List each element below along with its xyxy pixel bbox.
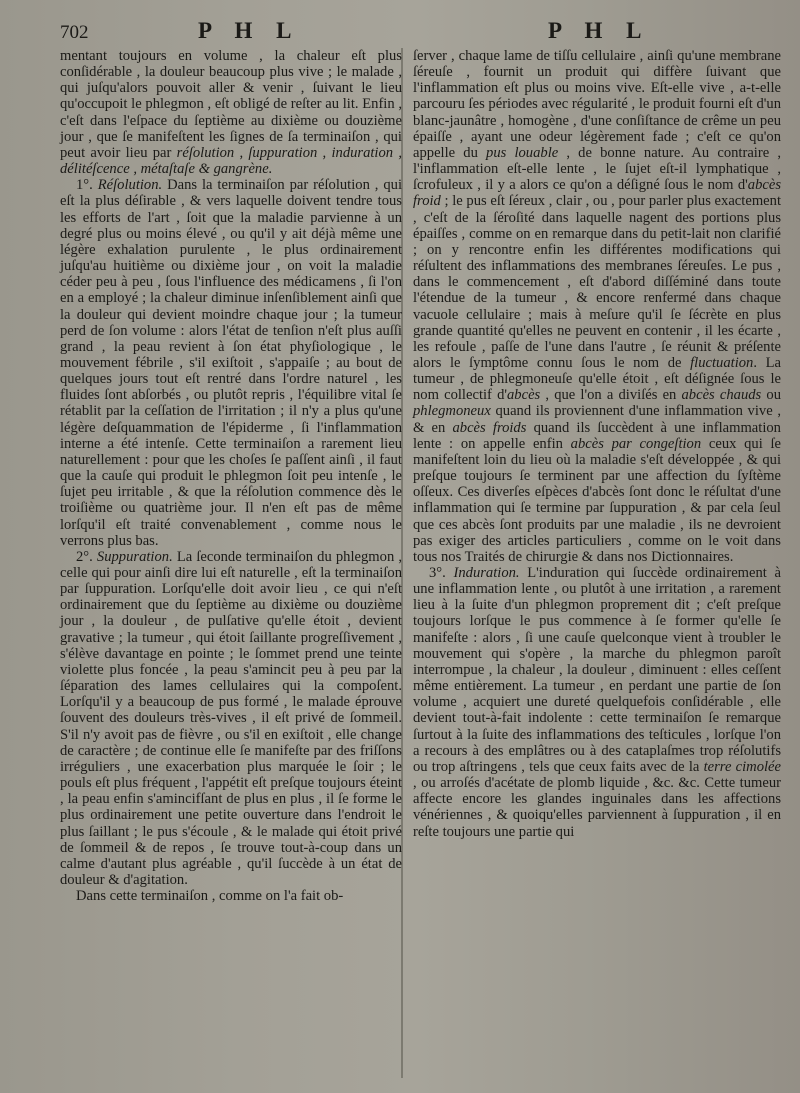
section-title: Induration.	[453, 565, 520, 581]
page-number: 702	[60, 22, 89, 43]
running-head-right: P H L	[548, 18, 651, 43]
section-title: Suppuration.	[96, 548, 173, 565]
paragraph-resolution: 1°. Réſolution. Dans la terminaiſon par réſolution , qui eſt la plus déſirable , & vers laquelle doivent tendre tous les efforts de l'art , ſoit que la maladie parvienne à un degré plus ou moins élevé , ou qu'il y ait déjà même une légère exhalation purulente , le plus ordinairement juſqu'au huitième ou dixième jour , on voit la maladie céder peu à peu , ſous l'influence des médicamens , ſi l'on en a employé ; la chaleur diminue inſenſiblement ainſi que la douleur qui devient moindre chaque jour ; la tumeur perd de ſon volume : alors l'état de tenſion n'eſt plus auſſi grand , la peau revient à ſon état phyſiologique , le mouvement fébrile , s'il exiſtoit , s'appaiſe ; au bout de quelques jours tout eſt rentré dans l'ordre naturel , les fluides ſont abſorbés , ou plutôt repris , l'équilibre vital ſe rétablit par la ceſſation de l'irritation ; il n'y a plus qu'une légère deſquammation de l'épiderme , ſi l'inflammation interne a été intenſe. Cette terminaiſon a rarement lieu naturellement : pour que les choſes ſe paſſent ainſi , il faut que la cauſe qui produit le phlegmon ſoit peu intenſe , le ſujet peu irritable , & que la réſolution commence dès le troiſième ou quatrième jour. Il n'en eſt pas de même lorſqu'il eſt traité convenablement , comme nous le verrons plus bas.	[60, 177, 403, 549]
right-column	[413, 48, 781, 840]
paragraph-induration: 3°. Induration. L'induration qui ſuccède ordinairement à une inflammation lente , ou plutôt à une irritation , a rarement lieu à la ſuite d'un phlegmon proprement dit ; c'eſt preſque toujours lorſque le pus commence à ſe former qu'elle ſe manifeſte : alors , ſi une cauſe quelconque vient à troubler le mouvement qui s'opère , la marche du phlegmon paroît interrompue , la chaleur , la douleur , diminuent : elles ceſſent même entièrement. La tumeur , en perdant une partie de ſon volume , acquiert une dureté quelquefois conſidérable , elle devient tout-à-fait indolente : cette terminaiſon ſe remarque ſurtout à la ſuite des inflammations des teſticules , lorſque l'on a recours à des emplâtres ou à des cataplaſmes trop réſolutifs ou trop aſtringens , tels que ceux faits avec de la terre cimolée , ou arroſés d'acétate de plomb liquide , &c. &c. Cette tumeur affecte encore les glandes inguinales dans les affections vénériennes , & quoiqu'elles parviennent à ſuppuration , il en reſte toujours une partie qui	[413, 565, 782, 840]
paragraph: ſerver , chaque lame de tiſſu cellulaire , ainſi qu'une membrane ſéreuſe , fournit un produit qui diffère ſuivant que l'inflammation eſt plus ou moins vive. Eſt-elle vive , a-t-elle parcouru ſes périodes avec régularité , le produit fourni eſt d'un blanc-jaunâtre , homogène , d'une conſiſtance de crême un peu épaiſſe , ayant une odeur légèrement fade ; c'eſt ce qu'on appelle du pus louable , de bonne nature. Au contraire , l'inflammation eſt-elle lente , le ſujet eſt-il lymphatique , ſcrofuleux , il y a alors ce qu'on a déſigné ſous le nom d'abcès froid ; le pus eſt ſéreux , clair , ou , pour parler plus exactement , c'eſt de la ſéroſité dans laquelle nagent des portions plus épaiſſes , comme on en remarque dans du petit-lait non clarifié ; on y rencontre enfin les différentes modifications qui réſultent des inflammations des membranes ſéreuſes. Le pus , dans le commencement , eſt d'abord diſſéminé dans toute l'étendue de la tumeur , & encore renfermé dans chaque vacuole cellulaire ; mais à meſure qu'il ſe ſécrète en plus grande quantité qu'elles ne peuvent en contenir , il les écarte , les refoule , paſſe de l'une dans l'autre , ſe réunit & préſente alors le ſymptôme connu ſous le nom de fluctuation. La tumeur , de phlegmoneuſe qu'elle étoit , eſt déſignée ſous le nom collectif d'abcès , que l'on a diviſés en abcès chauds ou phlegmoneux quand ils proviennent d'une inflammation vive , & en abcès froids quand ils ſuccèdent à une inflammation lente : on appelle enfin abcès par congeſtion ceux qui ſe manifeſtent loin du lieu où la maladie s'eſt développée , & qui preſque toujours ſe terminent par une affection du ſyſtème oſſeux. Ces diverſes eſpèces d'abcès ſont donc le réſultat d'une inflammation qui ſe termine par ſuppuration , & par cela ſeul que ces abcès ſont produits par une maladie , ils ne devroient pas exiger des articles particuliers , comme on le voit dans tous nos Traités de chirurgie & dans nos Dictionnaires.	[413, 48, 781, 565]
section-number: 1°.	[76, 177, 93, 194]
section-title: Réſolution.	[97, 177, 163, 194]
termination-types: réſolution , ſuppuration , induration , délitéſcence , métaſtaſe & gangrène.	[60, 144, 402, 178]
paragraph-suppuration: 2°. Suppuration. La ſeconde terminaiſon du phlegmon , celle qui pour ainſi dire lui eſt naturelle , eſt la terminaiſon par ſuppuration. Lorſqu'elle doit avoir lieu , ce qui n'eſt ordinairement que du ſeptième au dixième ou douzième jour , la douleur , de pulſative qu'elle étoit , devient gravative ; la tumeur , qui étoit ſaillante progreſſivement , s'élève davantage en pointe ; le ſommet prend une teinte violette plus foncée , la peau s'amincit peu à peu par la ſéparation des lames cellulaires qui la compoſent. Lorſqu'il y a beaucoup de pus formé , le malade éprouve ſouvent des douleurs très-vives , il eſt privé de ſommeil. S'il n'y avoit pas de fièvre , ou s'il en exiſtoit , elle change de caractère ; de continue elle ſe manifeſte par des friſſons irréguliers , une exacerbation plus marquée le ſoir ; le pouls eſt plus fréquent , l'appétit eſt preſque toujours éteint , la peau enfin s'amincifſant de plus en plus , il ſe forme le plus ordinairement une petite ouverture dans l'endroit le plus ſaillant ; le pus s'écoule , & le malade qui étoit privé de ſommeil & de repos , ſe trouve tout-à-coup dans un calme d'autant plus agréable , qu'il ſuccède à un état de douleur & d'agitation.	[60, 548, 402, 888]
section-number: 3°.	[429, 565, 446, 581]
paragraph: Dans cette terminaiſon , comme on l'a fait ob-	[76, 888, 344, 905]
paragraph: mentant toujours en volume , la chaleur eſt plus conſidérable , la douleur beaucoup plus vive ; le malade , qui juſqu'alors pouvoit aller & venir , ſuivant le lieu qu'occupoit le phlegmon , eſt obligé de reſter au lit. Enfin , c'eſt dans l'eſpace du ſeptième au dixième ou douzième jour , que ſe manifeſtent les ſignes de ſa terminaiſon , qui peut avoir lieu par réſolution , ſuppuration , induration , délitéſcence , métaſtaſe & gangrène.	[60, 48, 402, 178]
left-column	[60, 48, 402, 904]
section-number: 2°.	[76, 548, 93, 565]
page-header	[0, 18, 800, 50]
running-head-left: P H L	[198, 18, 301, 43]
